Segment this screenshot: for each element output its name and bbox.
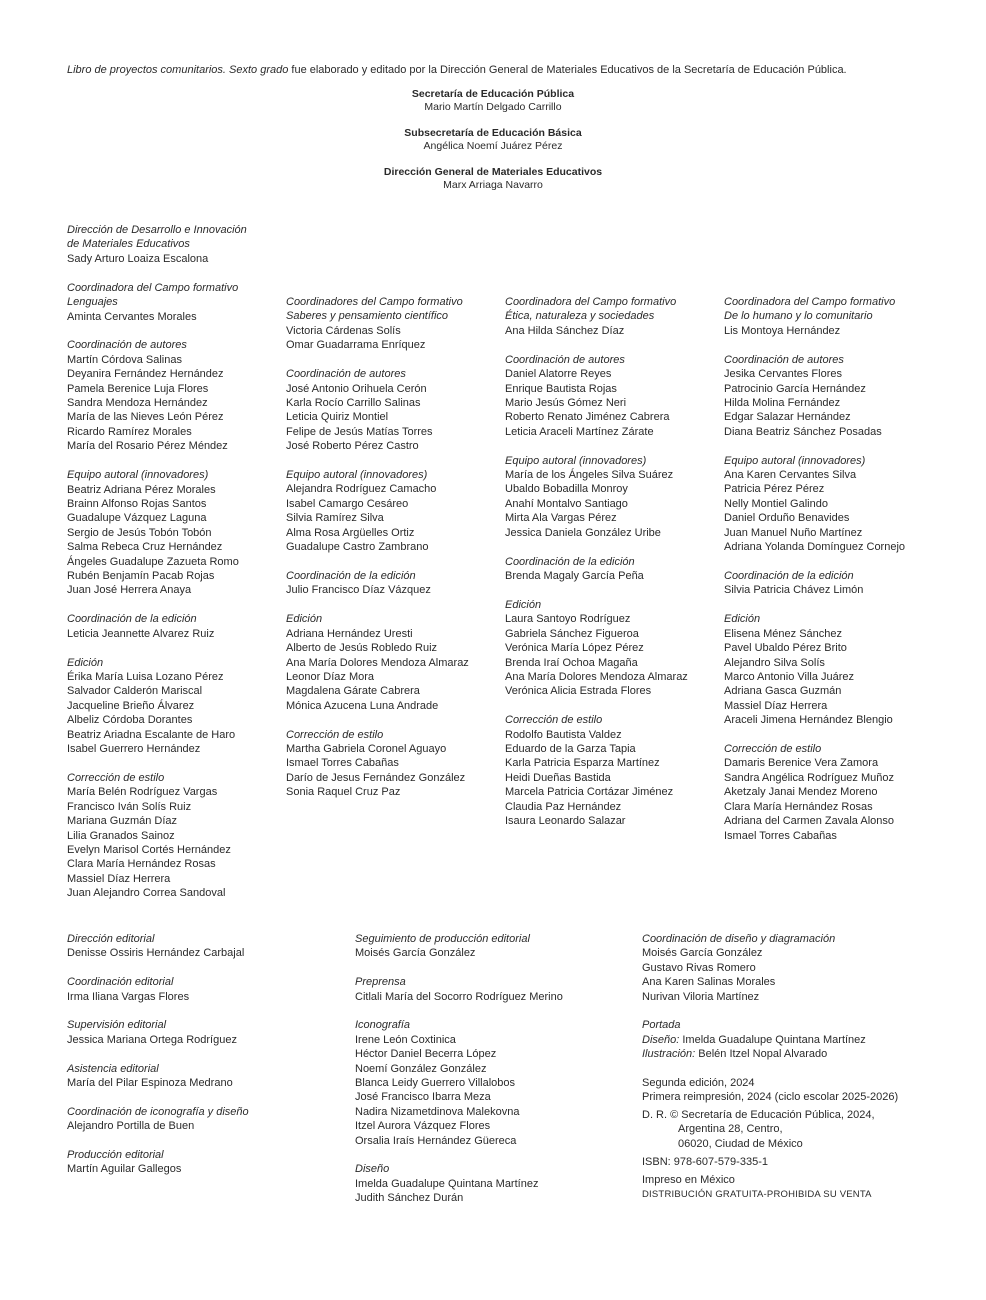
person-name: Sady Arturo Loaiza Escalona [67,252,209,265]
header-sep [0,88,986,113]
person-name: Alejandro Silva Solís [724,656,825,669]
person-name: Ana María Dolores Mendoza Almaraz [286,656,469,669]
section-title: Preprensa [355,976,406,989]
section-title: Equipo autoral (innovadores) [286,469,428,482]
person-name: Moisés García González [355,947,476,960]
credit-section [286,367,469,453]
person-name: Alma Rosa Argüelles Ortiz [286,526,415,539]
person-name: Adriana del Carmen Zavala Alonso [724,815,894,828]
section-title: Seguimiento de producción editorial [355,933,530,945]
credit-section [67,656,247,757]
credits-column-lenguajes [67,223,247,915]
person-name: Gabriela Sánchez Figueroa [505,627,639,640]
section-title: Coordinadora del Campo formativo [67,281,239,294]
section-title: Iconografía [355,1019,411,1032]
section-title: Equipo autoral (innovadores) [724,454,866,467]
section-title: Equipo autoral (innovadores) [505,454,647,467]
person-name: Itzel Aurora Vázquez Flores [355,1120,491,1133]
credit-section [67,771,247,901]
section-title: Corrección de estilo [724,743,822,756]
person-name: Alberto de Jesús Robledo Ruiz [286,642,438,655]
person-name: Irene León Coxtinica [355,1033,456,1046]
person-name: Leonor Díaz Mora [286,670,375,683]
section-title: Coordinación de la edición [67,613,197,626]
person-name: Mirta Ala Vargas Pérez [505,512,617,525]
person-name: Deyanira Fernández Hernández [67,368,224,381]
person-name: Alejandro Portilla de Buen [67,1120,195,1133]
credit-section [355,932,563,961]
intro-line [67,63,847,77]
person-name: Verónica Alicia Estrada Flores [505,685,652,698]
credit-section [505,454,688,540]
person-name: Mariana Guzmán Díaz [67,815,178,828]
credit-section-portada [642,1018,898,1061]
section-title: Coordinación de autores [67,339,187,352]
section-title: Corrección de estilo [67,772,165,784]
section-title: Edición [724,613,761,626]
person-name: Martha Gabriela Coronel Aguayo [286,743,447,756]
person-name: Diana Beatriz Sánchez Posadas [724,425,882,438]
person-name: María de las Nieves León Pérez [67,411,224,424]
copyright-line: D. R. © Secretaría de Educación Pública, 2024, [642,1108,875,1121]
credit-section [355,1018,563,1148]
person-name: Juan José Herrera Anaya [67,584,192,597]
editorial-column-1 [67,932,249,1191]
person-name: Marcela Patricia Cortázar Jiménez [505,786,674,799]
person-name: Magdalena Gárate Cabrera [286,685,420,698]
section-subtitle: Lenguajes [67,296,118,309]
person-name: Daniel Alatorre Reyes [505,368,612,381]
credit-section [67,975,249,1004]
person-name: Sandra Mendoza Hernández [67,397,208,410]
person-name: Hilda Molina Fernández [724,396,841,409]
section-title: Coordinación de la edición [505,555,635,568]
credit-section [355,975,563,1004]
diseno-name: Imelda Guadalupe Quintana Martínez [679,1033,866,1046]
person-name: Claudia Paz Hernández [505,800,622,813]
person-name: Sonia Raquel Cruz Paz [286,786,401,799]
ilustracion-name: Belén Itzel Nopal Alvarado [695,1048,828,1061]
person-name: Martín Aguilar Gallegos [67,1163,182,1176]
person-name: Ana María Dolores Mendoza Almaraz [505,670,688,683]
section-title: Coordinación de la edición [286,570,416,582]
credit-section [724,295,905,338]
person-name: Jacqueline Brieño Álvarez [67,699,195,712]
credit-section [67,932,249,961]
person-name: Edgar Salazar Hernández [724,411,851,424]
credit-section [724,353,905,439]
portada-ilustracion [642,1047,898,1061]
person-name: Aminta Cervantes Morales [67,310,197,323]
header-dgme [0,166,986,191]
person-name: José Roberto Pérez Castro [286,440,419,453]
section-title: Coordinación editorial [67,976,174,989]
person-name: Nurivan Viloria Martínez [642,990,760,1003]
person-name: Marco Antonio Villa Juárez [724,670,855,683]
section-title: Asistencia editorial [67,1062,159,1075]
person-name: María del Rosario Pérez Méndez [67,440,228,453]
reprint-line: Primera reimpresión, 2024 (ciclo escolar 2025-2026) [642,1091,899,1104]
header-name: Angélica Noemí Juárez Pérez [423,139,563,152]
person-name: Massiel Díaz Herrera [724,699,828,712]
editorial-column-2 [355,932,563,1220]
person-name: Blanca Leidy Guerrero Villalobos [355,1077,515,1090]
diseno-label: Diseño: [642,1033,680,1046]
person-name: Karla Patricia Esparza Martínez [505,757,660,770]
edition-line: Segunda edición, 2024 [642,1077,755,1090]
header-title: Dirección General de Materiales Educativos [383,166,603,178]
person-name: Citlali María del Socorro Rodríguez Merino [355,990,563,1003]
person-name: Gustavo Rivas Romero [642,961,756,974]
person-name: Érika María Luisa Lozano Pérez [67,671,224,684]
person-name: Ángeles Guadalupe Zazueta Romo [67,555,239,568]
section-title: Coordinación de autores [724,353,844,366]
edition-info [642,1076,898,1105]
credit-section [505,353,688,439]
person-name: Martín Córdova Salinas [67,353,182,366]
isbn: ISBN: 978-607-579-335-1 [642,1156,768,1169]
person-name: Adriana Yolanda Domínguez Cornejo [724,541,906,554]
person-name: Leticia Jeannette Alvarez Ruiz [67,627,215,640]
person-name: Patrocinio García Hernández [724,382,866,395]
person-name: Guadalupe Vázquez Laguna [67,512,207,525]
person-name: Ismael Torres Cabañas [724,829,837,842]
section-title: Dirección editorial [67,933,155,945]
header-name: Marx Arriaga Navarro [443,178,543,191]
section-title: Corrección de estilo [505,714,603,727]
section-subtitle: De lo humano y lo comunitario [724,310,873,323]
credit-section [67,1018,249,1047]
person-name: Karla Rocío Carrillo Salinas [286,396,421,409]
person-name: Roberto Renato Jiménez Cabrera [505,411,670,424]
book-title: Libro de proyectos comunitarios. Sexto grado [67,64,289,76]
person-name: Jesika Cervantes Flores [724,368,842,381]
person-name: Ana Hilda Sánchez Díaz [505,324,625,337]
section-title: Producción editorial [67,1149,164,1162]
person-name: María Belén Rodríguez Vargas [67,786,218,799]
credit-section [67,1062,249,1091]
section-title: Supervisión editorial [67,1019,167,1032]
credit-section [67,1148,249,1177]
person-name: Brainn Alfonso Rojas Santos [67,498,207,510]
person-name: Silvia Patricia Chávez Limón [724,584,864,597]
credit-section [286,569,469,598]
person-name: Héctor Daniel Becerra López [355,1048,497,1061]
credit-section [724,742,905,843]
person-name: Mario Jesús Gómez Neri [505,396,627,409]
person-name: Albeliz Córdoba Dorantes [67,714,193,727]
header-title: Subsecretaría de Educación Básica [404,127,582,139]
portada-diseno [642,1033,898,1047]
person-name: Imelda Guadalupe Quintana Martínez [355,1177,539,1190]
person-name: Felipe de Jesús Matías Torres [286,425,433,438]
address-line: Argentina 28, Centro, [678,1123,783,1136]
person-name: Sandra Angélica Rodríguez Muñoz [724,771,894,784]
section-title: Coordinación de autores [505,353,625,366]
person-name: Judith Sánchez Durán [355,1192,464,1205]
person-name: Adriana Hernández Uresti [286,627,413,640]
header-seb [0,127,986,152]
person-name: Jessica Mariana Ortega Rodríguez [67,1033,237,1046]
ilustracion-label: Ilustración: [642,1048,696,1061]
section-title: Coordinación de diseño y diagramación [642,933,836,945]
section-title: Coordinación de autores [286,368,406,381]
section-subtitle: de Materiales Educativos [67,238,190,251]
person-name: Heidi Dueñas Bastida [505,771,611,784]
distribution-notice: DISTRIBUCIÓN GRATUITA-PROHIBIDA SU VENTA [642,1188,872,1200]
editorial-column-3 [642,932,898,1202]
person-name: Evelyn Marisol Cortés Hernández [67,844,231,857]
person-name: Daniel Orduño Benavides [724,512,850,525]
person-name: Alejandra Rodríguez Camacho [286,483,437,496]
person-name: Guadalupe Castro Zambrano [286,541,429,554]
person-name: Ana Karen Salinas Morales [642,976,776,989]
person-name: Denisse Ossiris Hernández Carbajal [67,947,245,960]
section-subtitle: Saberes y pensamiento científico [286,310,449,323]
credit-section [505,555,688,584]
credit-section [505,295,688,338]
person-name: Araceli Jimena Hernández Blengio [724,714,893,727]
section-title: Corrección de estilo [286,728,384,741]
person-name: Leticia Quiriz Montiel [286,411,389,424]
person-name: Leticia Araceli Martínez Zárate [505,425,654,438]
person-name: Orsalia Iraís Hernández Güereca [355,1134,517,1147]
credit-section [67,612,247,641]
person-name: Moisés García González [642,947,763,960]
section-title: Equipo autoral (innovadores) [67,469,209,482]
person-name: Rubén Benjamín Pacab Rojas [67,570,215,583]
section-title: Coordinadora del Campo formativo [724,296,896,308]
person-name: Ubaldo Bobadilla Monroy [505,483,628,496]
person-name: Isabel Guerrero Hernández [67,743,201,756]
section-title: Coordinación de la edición [724,570,854,582]
intro-text: fue elaborado y editado por la Dirección General de Materiales Educativos de la Secretaría de Educación Pública. [288,64,847,76]
credit-section [67,468,247,598]
person-name: Irma Iliana Vargas Flores [67,990,190,1003]
person-name: Rodolfo Bautista Valdez [505,728,622,741]
person-name: Clara María Hernández Rosas [67,858,216,871]
person-name: José Antonio Orihuela Cerón [286,382,427,395]
person-name: Elisena Ménez Sánchez [724,627,843,640]
person-name: Noemí González González [355,1062,487,1075]
person-name: Francisco Iván Solís Ruiz [67,800,192,813]
section-title: Edición [67,656,104,669]
credit-section [505,713,688,828]
person-name: Patricia Pérez Pérez [724,483,825,496]
person-name: Brenda Magaly García Peña [505,570,644,582]
printed-in: Impreso en México [642,1174,735,1187]
credit-section [286,612,469,713]
section-title: Edición [286,613,323,626]
credits-column-humano [724,295,905,857]
person-name: Victoria Cárdenas Solís [286,324,401,337]
person-name: Aketzaly Janai Mendez Moreno [724,786,878,799]
header-title: Secretaría de Educación Pública [411,88,575,100]
person-name: Ismael Torres Cabañas [286,757,399,770]
person-name: Salma Rebeca Cruz Hernández [67,541,223,554]
section-title: Portada [642,1019,681,1032]
section-title: Coordinación de iconografía y diseño [67,1105,249,1118]
credit-section [286,295,469,353]
header-name: Mario Martín Delgado Carrillo [424,100,562,113]
person-name: Beatriz Ariadna Escalante de Haro [67,728,236,741]
person-name: Julio Francisco Díaz Vázquez [286,584,431,597]
person-name: Pamela Berenice Luja Flores [67,382,209,395]
person-name: Lis Montoya Hernández [724,324,841,337]
person-name: Clara María Hernández Rosas [724,800,873,813]
person-name: Darío de Jesus Fernández González [286,771,466,784]
person-name: José Francisco Ibarra Meza [355,1091,491,1104]
person-name: Isaura Leonardo Salazar [505,815,626,828]
credit-section [355,1162,563,1205]
section-title: Diseño [355,1163,390,1176]
person-name: Adriana Gasca Guzmán [724,685,842,698]
credit-section [67,281,247,324]
credit-section [286,468,469,554]
person-name: Omar Guadarrama Enríquez [286,339,426,352]
person-name: Laura Santoyo Rodríguez [505,613,631,626]
person-name: Juan Alejandro Correa Sandoval [67,887,226,900]
credit-section-diagramacion [642,932,898,1004]
person-name: Juan Manuel Nuño Martínez [724,526,863,539]
person-name: Massiel Díaz Herrera [67,872,171,885]
credit-section [724,569,905,598]
person-name: Verónica María López Pérez [505,642,644,655]
credit-section [724,612,905,727]
credit-section [67,223,247,266]
person-name: María de los Ángeles Silva Suárez [505,469,674,482]
person-name: Sergio de Jesús Tobón Tobón [67,526,212,539]
credit-section [67,338,247,453]
credit-section [505,598,688,699]
person-name: Damaris Berenice Vera Zamora [724,757,879,770]
section-title: Dirección de Desarrollo e Innovación [67,224,247,236]
credit-section [724,454,905,555]
copyright-block [642,1108,898,1151]
person-name: Pavel Ubaldo Pérez Brito [724,642,847,655]
person-name: Ricardo Ramírez Morales [67,425,192,438]
person-name: Jessica Daniela González Uribe [505,526,661,539]
person-name: Ana Karen Cervantes Silva [724,469,857,482]
person-name: Silvia Ramírez Silva [286,512,384,525]
person-name: Brenda Iraí Ochoa Magaña [505,656,638,669]
credits-column-etica [505,295,688,843]
person-name: Mónica Azucena Luna Andrade [286,699,439,712]
section-title: Coordinadora del Campo formativo [505,296,677,308]
person-name: Beatriz Adriana Pérez Morales [67,483,216,496]
section-title: Coordinadores del Campo formativo [286,296,463,308]
person-name: María del Pilar Espinoza Medrano [67,1077,233,1090]
person-name: Enrique Bautista Rojas [505,382,617,395]
credit-section [67,1105,249,1134]
city-line: 06020, Ciudad de México [678,1137,803,1150]
person-name: Nelly Montiel Galindo [724,497,828,510]
person-name: Eduardo de la Garza Tapia [505,743,636,756]
person-name: Lilia Granados Sainoz [67,829,175,842]
person-name: Nadira Nizametdinova Malekovna [355,1105,520,1118]
person-name: Salvador Calderón Mariscal [67,685,203,698]
person-name: Anahí Montalvo Santiago [505,497,628,510]
credits-column-saberes [286,295,469,814]
credit-section [286,728,469,800]
person-name: Isabel Camargo Cesáreo [286,497,409,510]
section-subtitle: Ética, naturaleza y sociedades [505,310,655,323]
section-title: Edición [505,598,542,611]
